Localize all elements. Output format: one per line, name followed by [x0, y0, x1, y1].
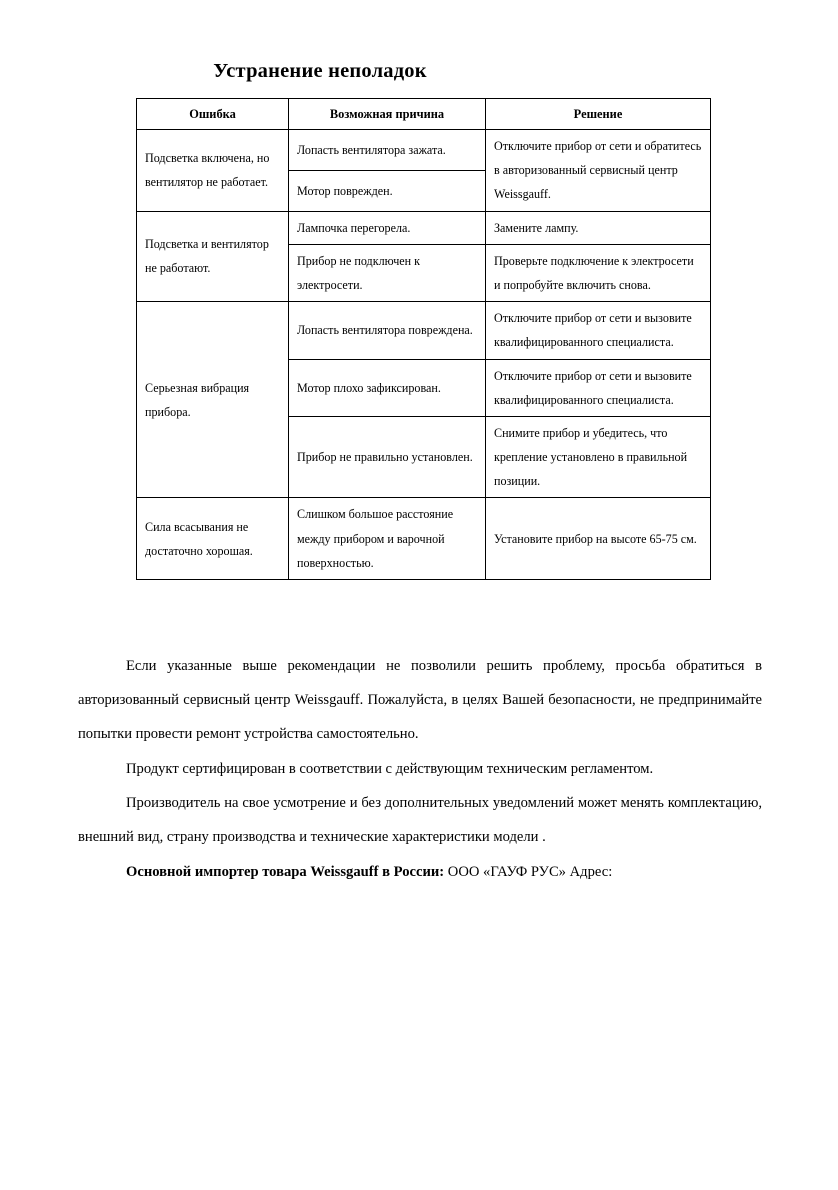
importer-label: Основной импортер товара Weissgauff в России: — [126, 864, 445, 881]
cell-cause: Лопасть вентилятора повреждена. — [289, 302, 486, 359]
cell-cause: Мотор плохо зафиксирован. — [289, 359, 486, 416]
column-header-error: Ошибка — [137, 99, 289, 130]
column-header-cause: Возможная причина — [289, 99, 486, 130]
paragraph-certification: Продукт сертифицирован в соответствии с действующим техническим регламентом. — [126, 760, 654, 777]
cell-cause: Слишком большое расстояние между прибором и варочной поверхностью. — [289, 498, 486, 580]
paragraph-service-contact: Если указанные выше рекомендации не позволили решить проблему, просьба обратиться в авторизованный сервисный центр Weissgauff. Пожалуйста, в целях Вашей безопасности, не предпринимайте попытки провести ремонт устройства самостоятельно. — [78, 658, 762, 742]
cell-solution: Снимите прибор и убедитесь, что крепление установлено в правильной позиции. — [486, 416, 711, 498]
cell-solution: Проверьте подключение к электросети и попробуйте включить снова. — [486, 244, 711, 301]
cell-solution: Установите прибор на высоте 65-75 см. — [486, 498, 711, 580]
page-title: Устранение неполадок — [213, 60, 427, 82]
cell-error: Серьезная вибрация прибора. — [137, 302, 289, 498]
table-row — [137, 302, 711, 359]
troubleshooting-table-wrapper — [136, 98, 710, 580]
paragraph-manufacturer-notice: Производитель на свое усмотрение и без дополнительных уведомлений может менять комплектацию, внешний вид, страну производства и технические характеристики модели . — [78, 795, 762, 846]
cell-cause: Лампочка перегорела. — [289, 211, 486, 244]
importer-value: ООО «ГАУФ РУС» Адрес: — [444, 864, 613, 881]
cell-solution: Отключите прибор от сети и вызовите квалифицированного специалиста. — [486, 302, 711, 359]
cell-solution: Отключите прибор от сети и обратитесь в авторизованный сервисный центр Weissgauff. — [486, 130, 711, 212]
cell-solution: Замените лампу. — [486, 211, 711, 244]
paragraph-importer — [78, 856, 762, 890]
cell-solution: Отключите прибор от сети и вызовите квалифицированного специалиста. — [486, 359, 711, 416]
troubleshooting-table — [136, 98, 711, 580]
table-row — [137, 498, 711, 580]
table-row — [137, 130, 711, 171]
table-row — [137, 211, 711, 244]
cell-cause: Прибор не подключен к электросети. — [289, 244, 486, 301]
table-header-row — [137, 99, 711, 130]
cell-cause: Прибор не правильно установлен. — [289, 416, 486, 498]
cell-cause: Лопасть вентилятора зажата. — [289, 130, 486, 171]
column-header-solution: Решение — [486, 99, 711, 130]
cell-cause: Мотор поврежден. — [289, 170, 486, 211]
cell-error: Подсветка и вентилятор не работают. — [137, 211, 289, 302]
cell-error: Сила всасывания не достаточно хорошая. — [137, 498, 289, 580]
cell-error: Подсветка включена, но вентилятор не работает. — [137, 130, 289, 212]
body-content — [78, 650, 762, 890]
